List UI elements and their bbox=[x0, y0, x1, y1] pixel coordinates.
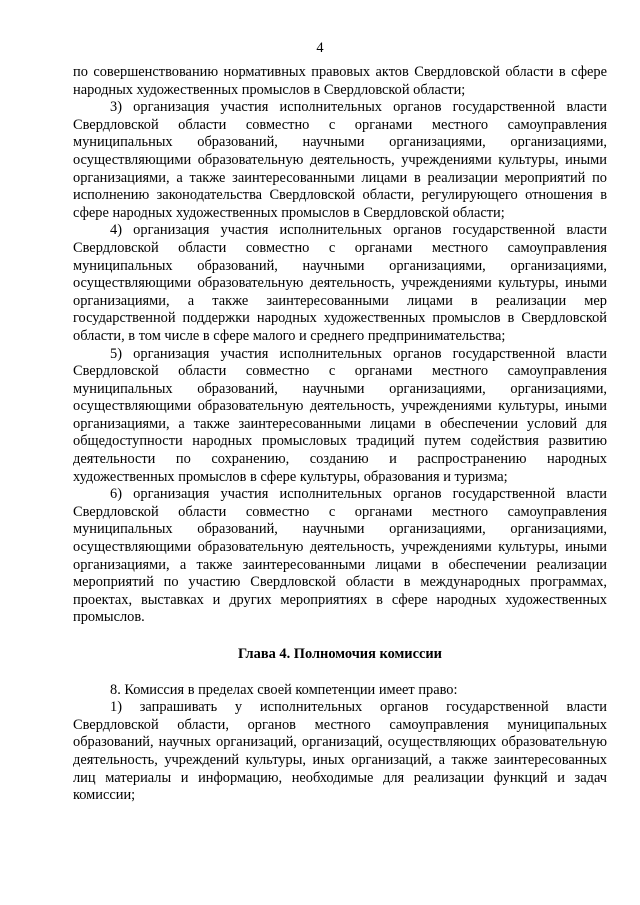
paragraph-item-4: 4) организация участия исполнительных органов государственной власти Свердловской области совместно с органами местного самоуправления муниципальных образований, научными организациями, организациями, осуществляющими образовательную деятельность, учреждениями культуры, иными организациями, а также заинтересованными лицами в реализации мер государственной поддержки народных художественных промыслов в Свердловской области, в том числе в сфере малого и среднего предпринимательства; bbox=[73, 222, 607, 344]
paragraph-item-6: 6) организация участия исполнительных органов государственной власти Свердловской области совместно с органами местного самоуправления муниципальных образований, научными организациями, организациями, осуществляющими образовательную деятельность, учреждениями культуры, иными организациями, а также заинтересованными лицами в обеспечении реализации мероприятий по участию Свердловской области в международных программах, проектах, выставках и других мероприятиях в сфере народных художественных промыслов. bbox=[73, 486, 607, 626]
page-number: 4 bbox=[316, 40, 324, 56]
document-body bbox=[73, 64, 607, 805]
paragraph-item-5: 5) организация участия исполнительных органов государственной власти Свердловской области совместно с органами местного самоуправления муниципальных образований, научными организациями, организациями, осуществляющими образовательную деятельность, учреждениями культуры, иными организациями, а также заинтересованными лицами в обеспечении условий для общедоступности народных промысловых традиций путем содействия развитию деятельности по сохранению, созданию и распространению народных художественных промыслов в сфере культуры, образования и туризма; bbox=[73, 345, 607, 485]
paragraph-right-1: 1) запрашивать у исполнительных органов государственной власти Свердловской области, органов местного самоуправления муниципальных образований, научных организаций, организаций, осуществляющих образовательную деятельность, учреждений культуры, иных организаций, а также заинтересованных лиц материалы и информацию, необходимые для реализации функций и задач комиссии; bbox=[73, 699, 607, 804]
chapter-heading: Глава 4. Полномочия комиссии bbox=[238, 646, 442, 662]
paragraph-item-3: 3) организация участия исполнительных органов государственной власти Свердловской области совместно с органами местного самоуправления муниципальных образований, научными организациями, организациями, осуществляющими образовательную деятельность, учреждениями культуры, иными организациями, а также заинтересованными лицами в реализации мероприятий по исполнению законодательства Свердловской области, регулирующего отношения в сфере народных художественных промыслов в Свердловской области; bbox=[73, 99, 607, 221]
paragraph-continuation: по совершенствованию нормативных правовых актов Свердловской области в сфере народных художественных промыслов в Свердловской области; bbox=[73, 64, 607, 98]
paragraph-section-8: 8. Комиссия в пределах своей компетенции имеет право: bbox=[110, 681, 458, 698]
